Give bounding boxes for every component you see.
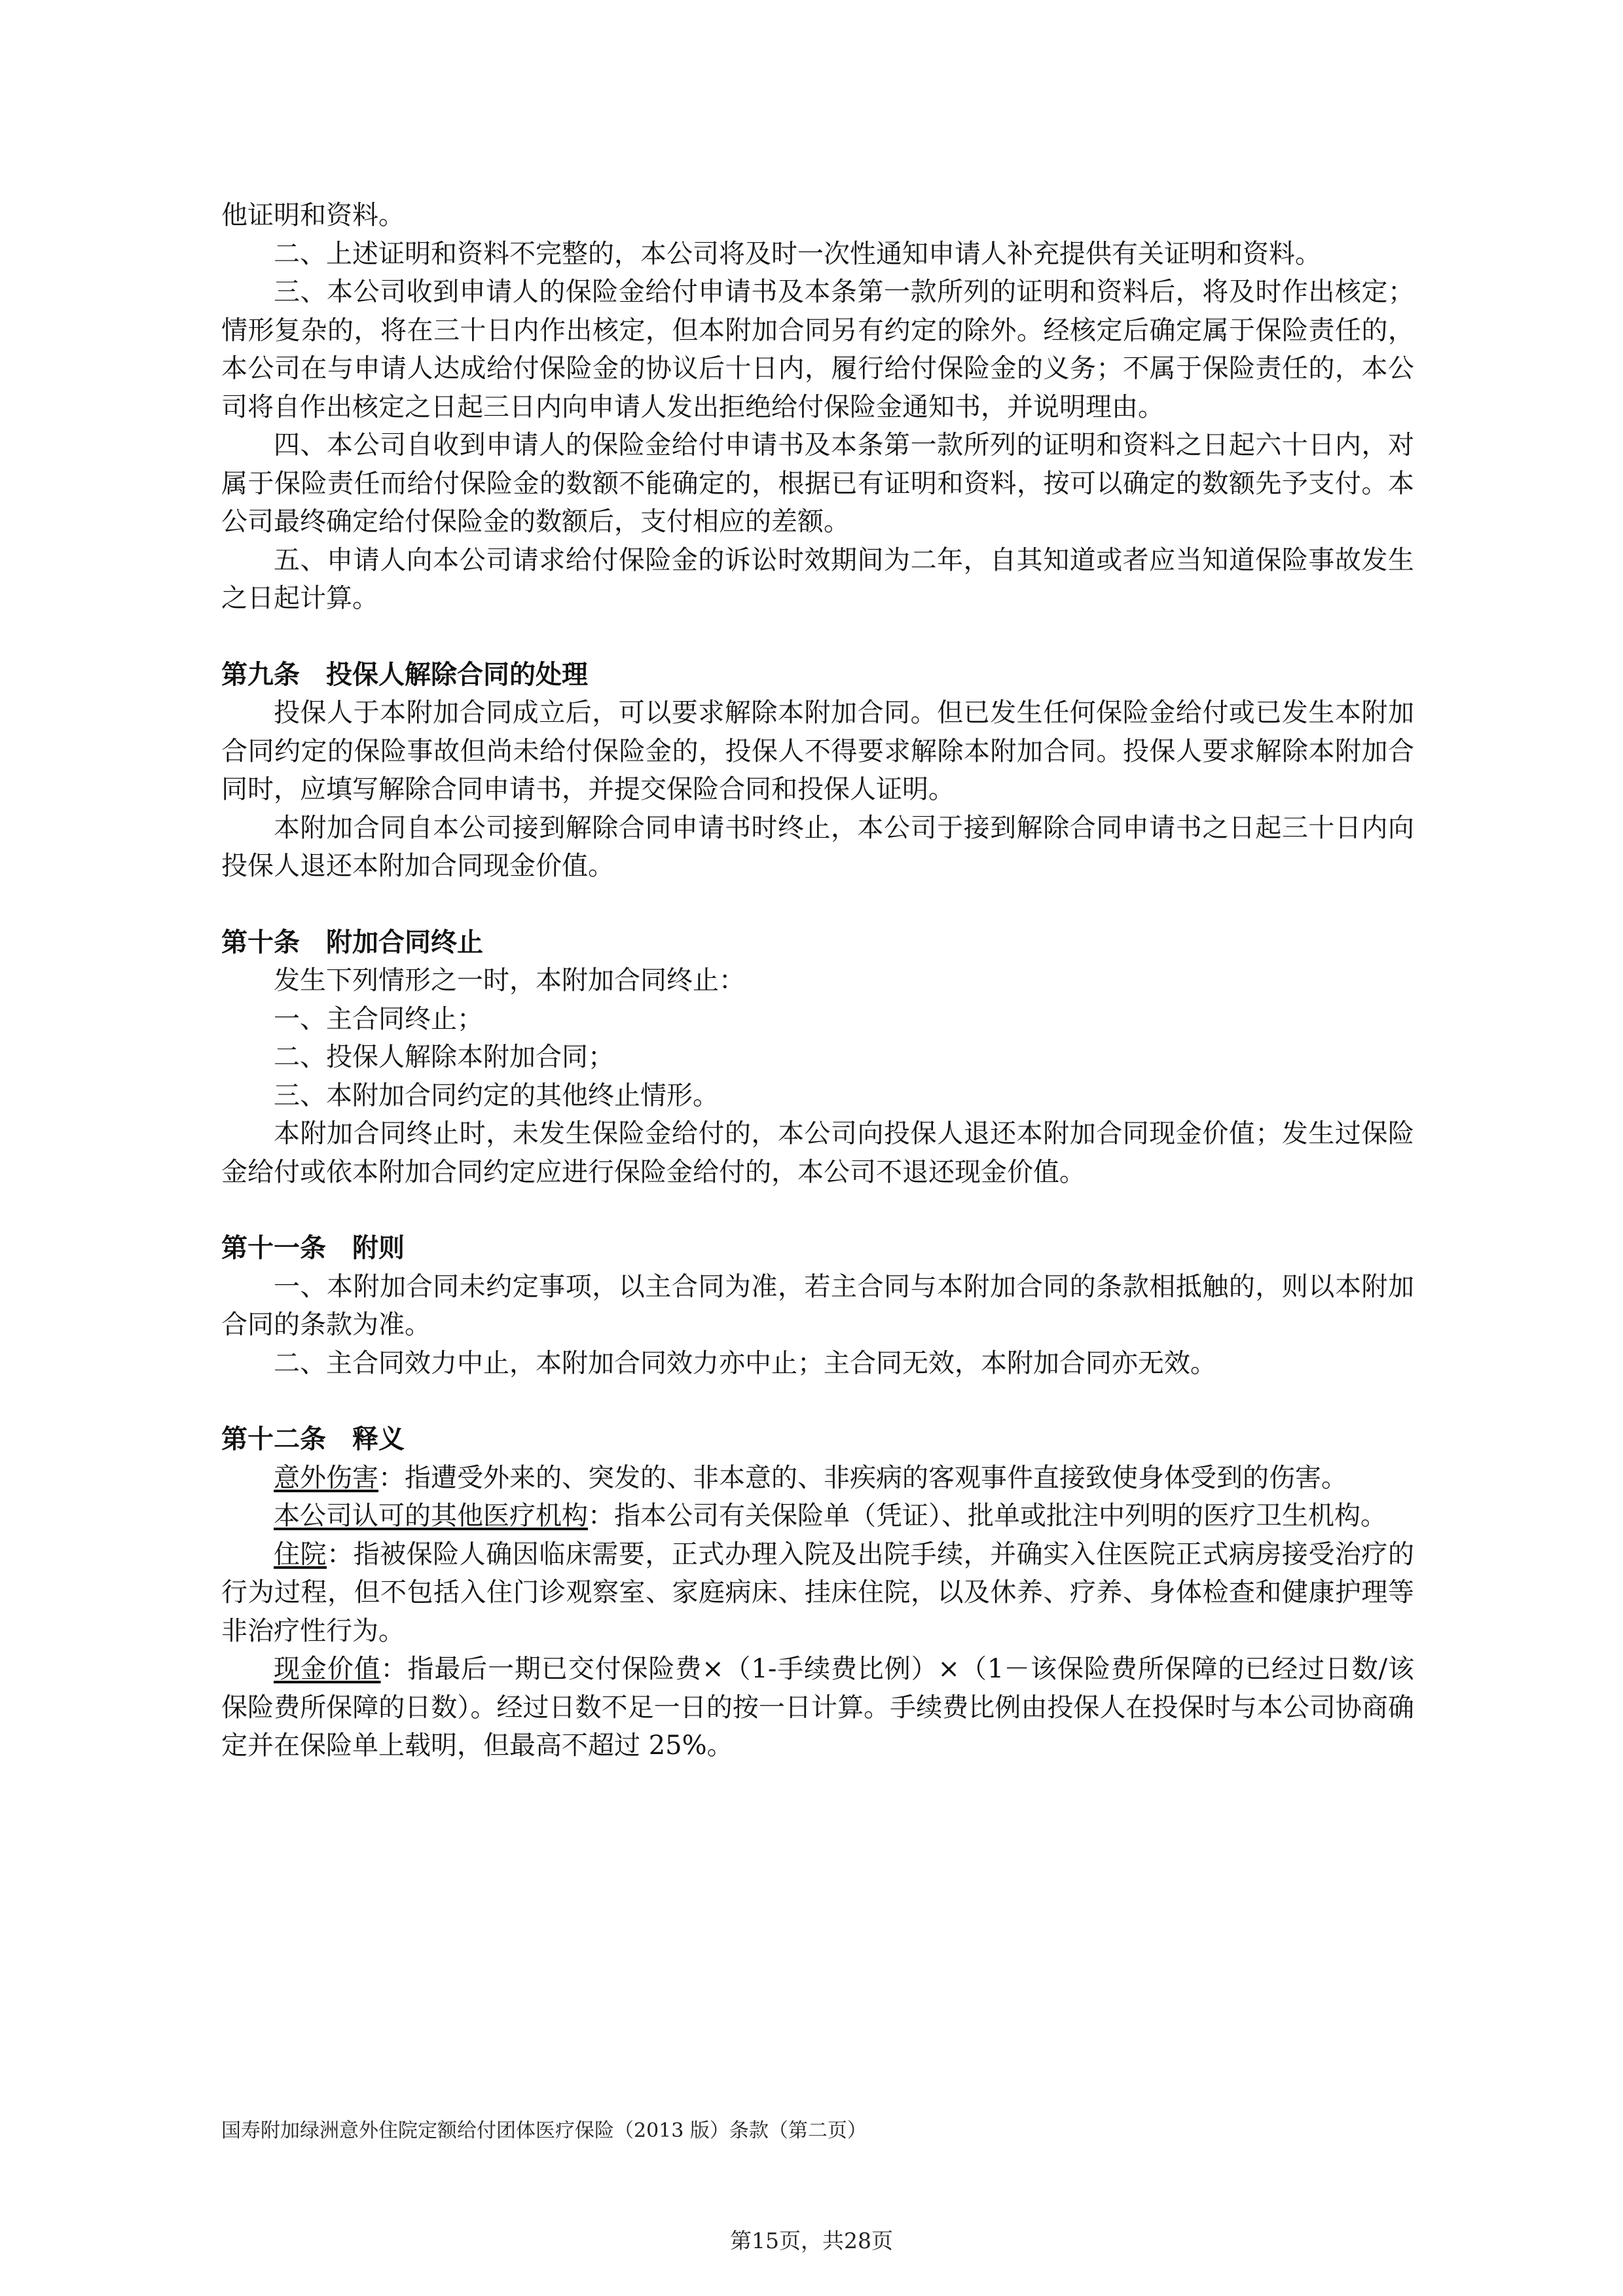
footer-document-title: 国寿附加绿洲意外住院定额给付团体医疗保险（2013 版）条款（第二页） xyxy=(221,2119,867,2142)
definition xyxy=(221,1459,1414,1498)
defined-term: 现金价值 xyxy=(274,1654,381,1684)
article-9-heading xyxy=(221,656,1414,694)
page-number: 第15页，共28页 xyxy=(730,2228,893,2253)
definition xyxy=(221,1535,1414,1651)
paragraph: 本附加合同终止时，未发生保险金给付的，本公司向投保人退还本附加合同现金价值；发生过保险金给付或依本附加合同约定应进行保险金给付的，本公司不退还现金价值。 xyxy=(221,1119,1414,1187)
document-body xyxy=(221,196,1414,1765)
definition-text: ：指本公司有关保险单（凭证）、批单或批注中列明的医疗卫生机构。 xyxy=(588,1501,1387,1531)
paragraph: 投保人于本附加合同成立后，可以要求解除本附加合同。但已发生任何保险金给付或已发生本附加合同约定的保险事故但尚未给付保险金的，投保人不得要求解除本附加合同。投保人要求解除本附加合同时，应填写解除合同申请书，并提交保险合同和投保人证明。 xyxy=(221,698,1414,804)
definition-text: ：指最后一期已交付保险费×（1-手续费比例）×（1－该保险费所保障的已经过日数/该保险费所保障的日数）。经过日数不足一日的按一日计算。手续费比例由投保人在投保时与本公司协商确定并在保险单上载明，但最高不超过 25%。 xyxy=(221,1654,1414,1761)
article-11-heading xyxy=(221,1229,1414,1268)
paragraph: 本附加合同自本公司接到解除合同申请书时终止，本公司于接到解除合同申请书之日起三十日内向投保人退还本附加合同现金价值。 xyxy=(221,812,1414,881)
article-title: 释义 xyxy=(352,1424,405,1454)
definition xyxy=(221,1497,1414,1535)
article-title: 附则 xyxy=(352,1233,405,1263)
defined-term: 住院 xyxy=(274,1539,327,1570)
article-number: 第十二条 xyxy=(221,1424,326,1454)
list-item: 一、主合同终止； xyxy=(274,1003,483,1034)
paragraph: 二、上述证明和资料不完整的，本公司将及时一次性通知申请人补充提供有关证明和资料。 xyxy=(274,238,1321,269)
definition xyxy=(221,1650,1414,1765)
paragraph: 他证明和资料。 xyxy=(221,200,405,230)
article-number: 第十条 xyxy=(221,927,300,958)
definition-text: ：指被保险人确因临床需要，正式办理入院及出院手续，并确实入住医院正式病房接受治疗的行为过程，但不包括入住门诊观察室、家庭病床、挂床住院，以及休养、疗养、身体检查和健康护理等非治疗性行为。 xyxy=(221,1539,1415,1646)
defined-term: 本公司认可的其他医疗机构 xyxy=(274,1501,588,1531)
article-12-heading xyxy=(221,1420,1414,1459)
list-item: 二、投保人解除本附加合同； xyxy=(274,1042,614,1072)
list-item: 三、本附加合同约定的其他终止情形。 xyxy=(274,1080,719,1111)
article-number: 第九条 xyxy=(221,659,300,690)
paragraph: 发生下列情形之一时，本附加合同终止： xyxy=(274,965,745,996)
paragraph: 五、申请人向本公司请求给付保险金的诉讼时效期间为二年，自其知道或者应当知道保险事故发生之日起计算。 xyxy=(221,545,1414,613)
paragraph: 四、本公司自收到申请人的保险金给付申请书及本条第一款所列的证明和资料之日起六十日内，对属于保险责任而给付保险金的数额不能确定的，根据已有证明和资料，按可以确定的数额先予支付。本公司最终确定给付保险金的数额后，支付相应的差额。 xyxy=(221,430,1414,537)
paragraph: 三、本公司收到申请人的保险金给付申请书及本条第一款所列的证明和资料后，将及时作出核定；情形复杂的，将在三十日内作出核定，但本附加合同另有约定的除外。经核定后确定属于保险责任的，本公司在与申请人达成给付保险金的协议后十日内，履行给付保险金的义务；不属于保险责任的，本公司将自作出核定之日起三日内向申请人发出拒绝给付保险金通知书，并说明理由。 xyxy=(221,277,1414,422)
paragraph: 二、主合同效力中止，本附加合同效力亦中止；主合同无效，本附加合同亦无效。 xyxy=(274,1348,1216,1378)
defined-term: 意外伤害 xyxy=(274,1462,378,1493)
article-title: 附加合同终止 xyxy=(326,927,483,958)
article-number: 第十一条 xyxy=(221,1233,326,1263)
article-10-heading xyxy=(221,924,1414,962)
paragraph: 一、本附加合同未约定事项，以主合同为准，若主合同与本附加合同的条款相抵触的，则以本附加合同的条款为准。 xyxy=(221,1271,1414,1340)
article-title: 投保人解除合同的处理 xyxy=(326,659,588,690)
definition-text: ：指遭受外来的、突发的、非本意的、非疾病的客观事件直接致使身体受到的伤害。 xyxy=(378,1462,1347,1493)
